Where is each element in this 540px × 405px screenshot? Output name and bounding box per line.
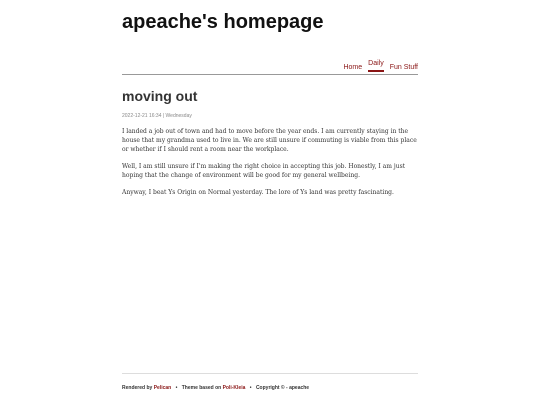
footer-divider xyxy=(122,373,418,374)
pelican-link[interactable]: Pelican xyxy=(153,385,172,391)
post-paragraph: Anyway, I beat Ys Origin on Normal yesterday. The lore of Ys land was pretty fascinating. xyxy=(122,189,394,196)
site-title[interactable]: apeache's homepage xyxy=(122,11,324,33)
post-paragraph: Well, I am still unsure if I'm making the right choice in accepting this job. Honestly, I am just hoping that the change of environment will be good for my general wellbeing. xyxy=(122,163,406,179)
footer-dash: - xyxy=(286,385,288,391)
footer-theme-based-on: Theme based on xyxy=(181,385,222,391)
post-date: 2022-12-21 16:34 | Wednesday xyxy=(122,113,192,119)
header-divider xyxy=(122,74,418,75)
footer-rendered-by: Rendered by xyxy=(122,385,153,391)
nav-item-home[interactable]: Home xyxy=(343,64,363,71)
post-title: moving out xyxy=(122,88,198,104)
theme-link[interactable]: Poli-Kleia xyxy=(222,385,246,391)
footer-separator: • xyxy=(249,385,252,391)
nav-item-daily[interactable]: Daily xyxy=(368,60,384,72)
footer-copyright: Copyright © xyxy=(255,385,285,391)
post-paragraph: I landed a job out of town and had to move before the year ends. I am currently staying in the house that my grandma used to live in. We are still unsure if commuting is viable from this place or whether if I should rent a room near the workplace. xyxy=(122,128,417,153)
main-nav xyxy=(337,60,418,72)
footer-author: apeache xyxy=(289,385,310,391)
footer-separator: • xyxy=(175,385,178,391)
page-wrapper xyxy=(122,0,418,405)
footer xyxy=(122,385,309,391)
nav-item-fun-stuff[interactable]: Fun Stuff xyxy=(389,64,418,71)
post-body xyxy=(122,127,418,205)
